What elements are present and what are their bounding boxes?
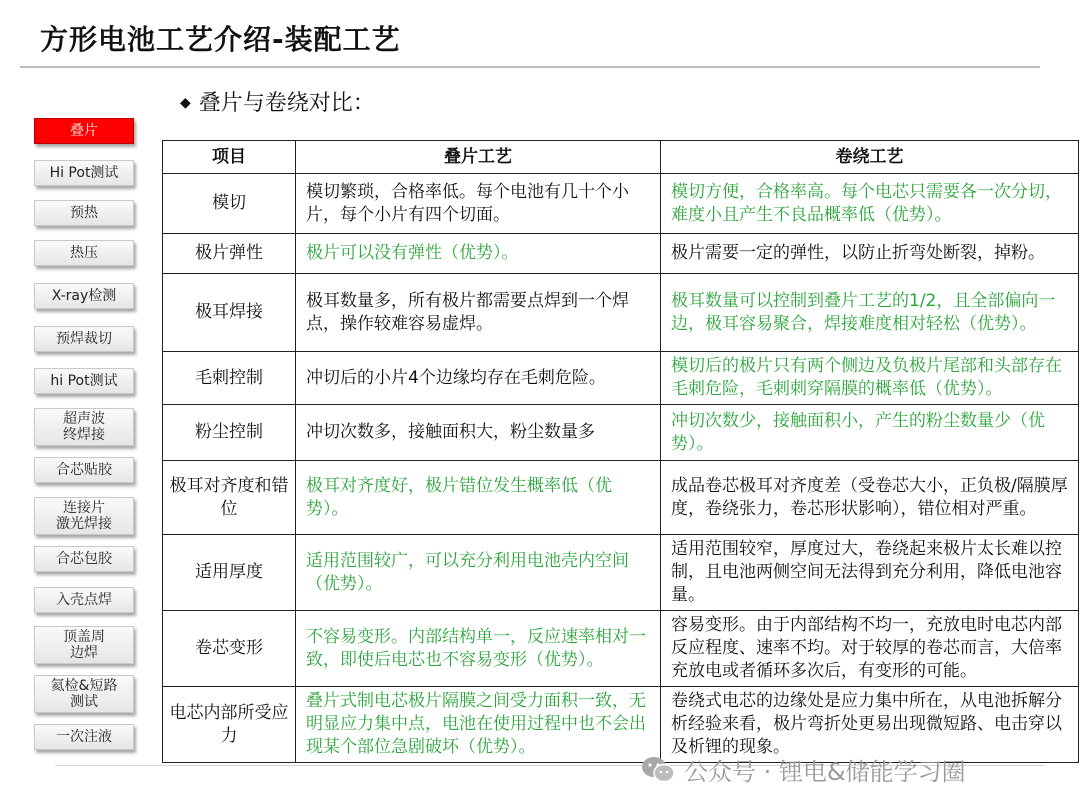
step-active[interactable]: 叠片	[34, 118, 134, 144]
step-item[interactable]: 顶盖周 边焊	[34, 626, 134, 664]
stacking-cell: 模切繁琐，合格率低。每个电池有几十个小片，每个小片有四个切面。	[296, 174, 661, 234]
winding-cell: 卷绕式电芯的边缘处是应力集中所在，从电池拆解分析经验来看，极片弯折处更易出现微短路、电击穿以及析锂的现象。	[661, 687, 1079, 763]
table-header-row	[163, 141, 1079, 174]
section-heading	[180, 86, 375, 117]
stacking-cell: 冲切次数多，接触面积大，粉尘数量多	[296, 405, 661, 461]
winding-cell: 容易变形。由于内部结构不均一，充放电时电芯内部反应程度、速率不均。对于较厚的卷芯而言，大倍率充放电或者循环多次后，有变形的可能。	[661, 611, 1079, 687]
table-row	[163, 234, 1079, 274]
row-item-cell: 极片弹性	[163, 234, 296, 274]
watermark-text: 公众号 · 锂电&储能学习圈	[684, 758, 966, 786]
winding-cell: 极耳数量可以控制到叠片工艺的1/2，且全部偏向一边，极耳容易聚合，焊接难度相对轻松（优势）。	[661, 274, 1079, 352]
row-item-cell: 电芯内部所受应力	[163, 687, 296, 763]
title-divider	[20, 66, 1040, 68]
row-item-cell: 卷芯变形	[163, 611, 296, 687]
row-item-cell: 极耳焊接	[163, 274, 296, 352]
step-item[interactable]: X-ray检测	[34, 283, 134, 309]
step-item[interactable]: 氦检&短路 测试	[34, 675, 134, 713]
comparison-table	[162, 140, 1079, 763]
step-item[interactable]: 合芯贴胶	[34, 457, 134, 483]
process-step-sidebar	[30, 0, 145, 810]
step-item[interactable]: Hi Pot测试	[34, 160, 134, 186]
section-heading-text: 叠片与卷绕对比：	[198, 91, 375, 116]
stacking-cell: 冲切后的小片4个边缘均存在毛刺危险。	[296, 352, 661, 405]
stacking-cell: 适用范围较广，可以充分利用电池壳内空间（优势）。	[296, 535, 661, 611]
winding-cell: 适用范围较窄，厚度过大，卷绕起来极片太长难以控制，且电池两侧空间无法得到充分利用，降低电池容量。	[661, 535, 1079, 611]
winding-cell: 模切后的极片只有两个侧边及负极片尾部和头部存在毛刺危险，毛刺刺穿隔膜的概率低（优势）。	[661, 352, 1079, 405]
step-item[interactable]: 热压	[34, 240, 134, 266]
step-item[interactable]: 超声波 终焊接	[34, 408, 134, 446]
row-item-cell: 极耳对齐度和错位	[163, 461, 296, 535]
step-item[interactable]: 合芯包胶	[34, 546, 134, 572]
step-item[interactable]: 预热	[34, 200, 134, 226]
table-row	[163, 174, 1079, 234]
winding-cell: 冲切次数少，接触面积小，产生的粉尘数量少（优势）。	[661, 405, 1079, 461]
row-item-cell: 适用厚度	[163, 535, 296, 611]
stacking-cell: 极片可以没有弹性（优势）。	[296, 234, 661, 274]
header-winding: 卷绕工艺	[661, 141, 1079, 174]
diamond-bullet-icon: ◆	[180, 95, 191, 111]
watermark	[640, 752, 966, 787]
stacking-cell: 叠片式制电芯极片隔膜之间受力面积一致，无明显应力集中点，电池在使用过程中也不会出现某个部位急剧破坏（优势）。	[296, 687, 661, 763]
step-item[interactable]: 一次注液	[34, 724, 134, 750]
stacking-cell: 极耳对齐度好，极片错位发生概率低（优势）。	[296, 461, 661, 535]
table-row	[163, 405, 1079, 461]
wechat-icon	[640, 755, 676, 785]
stacking-cell: 极耳数量多，所有极片都需要点焊到一个焊点，操作较难容易虚焊。	[296, 274, 661, 352]
table-row	[163, 352, 1079, 405]
winding-cell: 成品卷芯极耳对齐度差（受卷芯大小，正负极/隔膜厚度，卷绕张力，卷芯形状影响），错位相对严重。	[661, 461, 1079, 535]
row-item-cell: 毛刺控制	[163, 352, 296, 405]
row-item-cell: 模切	[163, 174, 296, 234]
row-item-cell: 粉尘控制	[163, 405, 296, 461]
step-item[interactable]: hi Pot测试	[34, 368, 134, 394]
table-row	[163, 535, 1079, 611]
step-item[interactable]: 入壳点焊	[34, 587, 134, 613]
stacking-cell: 不容易变形。内部结构单一，反应速率相对一致，即使后电芯也不容易变形（优势）。	[296, 611, 661, 687]
table-row	[163, 461, 1079, 535]
step-item[interactable]: 预焊裁切	[34, 326, 134, 352]
header-item: 项目	[163, 141, 296, 174]
table-row	[163, 274, 1079, 352]
page-title: 方形电池工艺介绍-装配工艺	[40, 23, 401, 56]
table-row	[163, 611, 1079, 687]
step-item[interactable]: 连接片 激光焊接	[34, 497, 134, 535]
winding-cell: 极片需要一定的弹性，以防止折弯处断裂，掉粉。	[661, 234, 1079, 274]
winding-cell: 模切方便，合格率高。每个电芯只需要各一次分切，难度小且产生不良品概率低（优势）。	[661, 174, 1079, 234]
header-stacking: 叠片工艺	[296, 141, 661, 174]
